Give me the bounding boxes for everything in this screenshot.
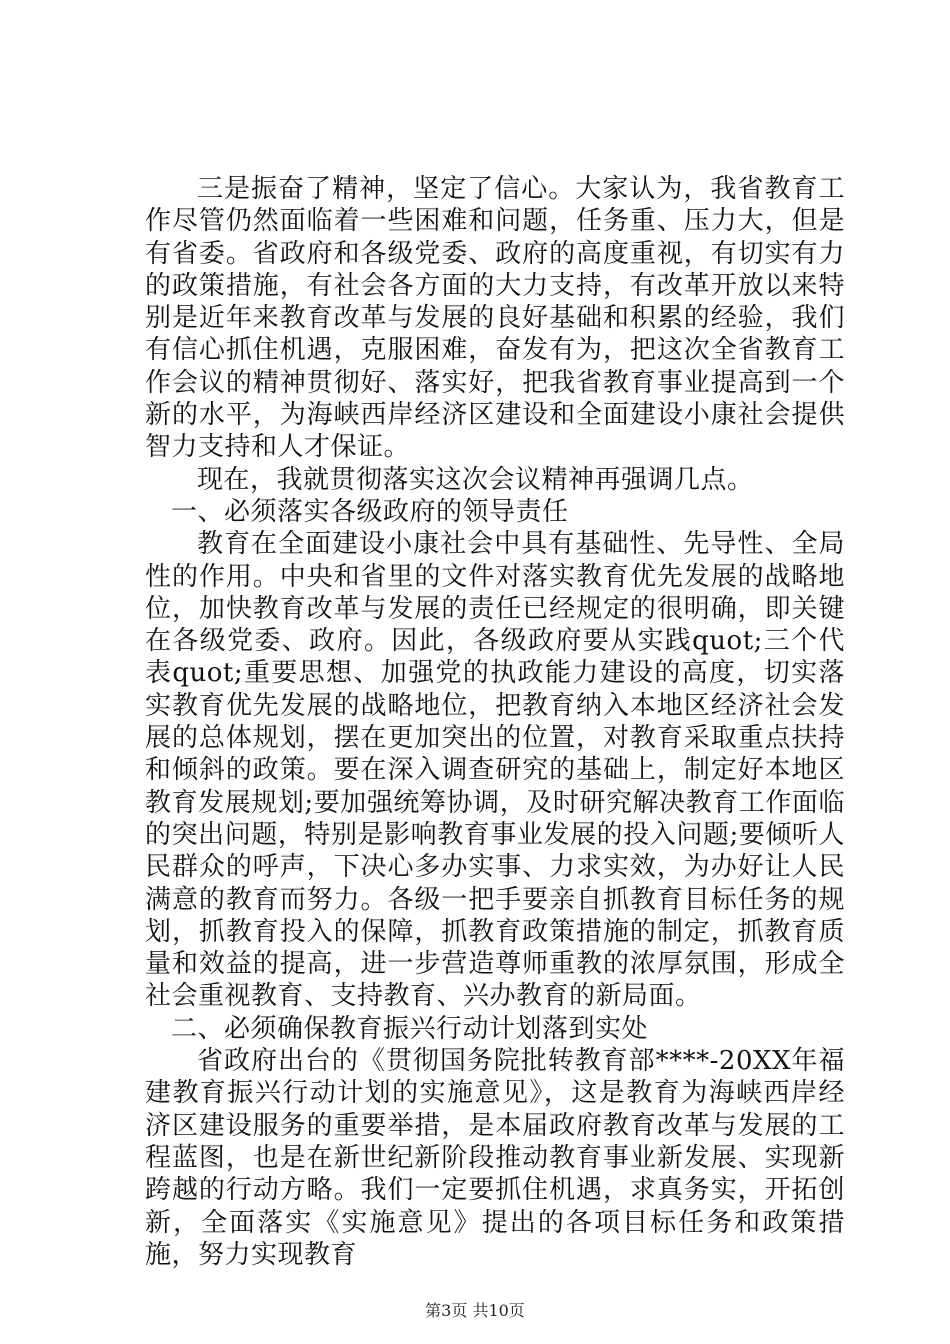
paragraph-spirit: 三是振奋了精神，坚定了信心。大家认为，我省教育工作尽管仍然面临着一些困难和问题，任务重、压力大，但是有省委。省政府和各级党委、政府的高度重视，有切实有力的政策措施，有社会各方面的大力支持，有改革开放以来特别是近年来教育改革与发展的良好基础和积累的经验，我们有信心抓住机遇，克服困难，奋发有为，把这次全省教育工作会议的精神贯彻好、落实好，把我省教育事业提高到一个新的水平，为海峡西岸经济区建设和全面建设小康社会提供智力支持和人才保证。 <box>145 174 845 463</box>
paragraph-section-1: 教育在全面建设小康社会中具有基础性、先导性、全局性的作用。中央和省里的文件对落实教育优先发展的战略地位，加快教育改革与发展的责任已经规定的很明确，即关键在各级党委、政府。因此，各级政府要从实践quot;三个代表quot;重要思想、加强党的执政能力建设的高度，切实落实教育优先发展的战略地位，把教育纳入本地区经济社会发展的总体规划，摆在更加突出的位置，对教育采取重点扶持和倾斜的政策。要在深入调查研究的基础上，制定好本地区教育发展规划;要加强统筹协调，及时研究解决教育工作面临的突出问题，特别是影响教育事业发展的投入问题;要倾听人民群众的呼声，下决心多办实事、力求实效，为办好让人民满意的教育而努力。各级一把手要亲自抓教育目标任务的规划，抓教育投入的保障，抓教育政策措施的制定，抓教育质量和效益的提高，进一步营造尊师重教的浓厚氛围，形成全社会重视教育、支持教育、兴办教育的新局面。 <box>145 529 845 1012</box>
section-heading-1: 一、必须落实各级政府的领导责任 <box>171 496 569 527</box>
paragraph-intro: 现在，我就贯彻落实这次会议精神再强调几点。 <box>197 464 754 495</box>
paragraph-section-2: 省政府出台的《贯彻国务院批转教育部****-20XX年福建教育振兴行动计划的实施意见》，这是教育为海峡西岸经济区建设服务的重要举措，是本届政府教育改革与发展的工程蓝图，也是在新世纪新阶段推动教育事业新发展、实现新跨越的行动方略。我们一定要抓住机遇，求真务实，开拓创新，全面落实《实施意见》提出的各项目标任务和政策措施，努力实现教育 <box>145 1046 845 1270</box>
section-heading-2: 二、必须确保教育振兴行动计划落到实处 <box>171 1013 649 1044</box>
page-number-footer: 第3页 共10页 <box>425 1301 525 1320</box>
document-body <box>145 173 845 1271</box>
